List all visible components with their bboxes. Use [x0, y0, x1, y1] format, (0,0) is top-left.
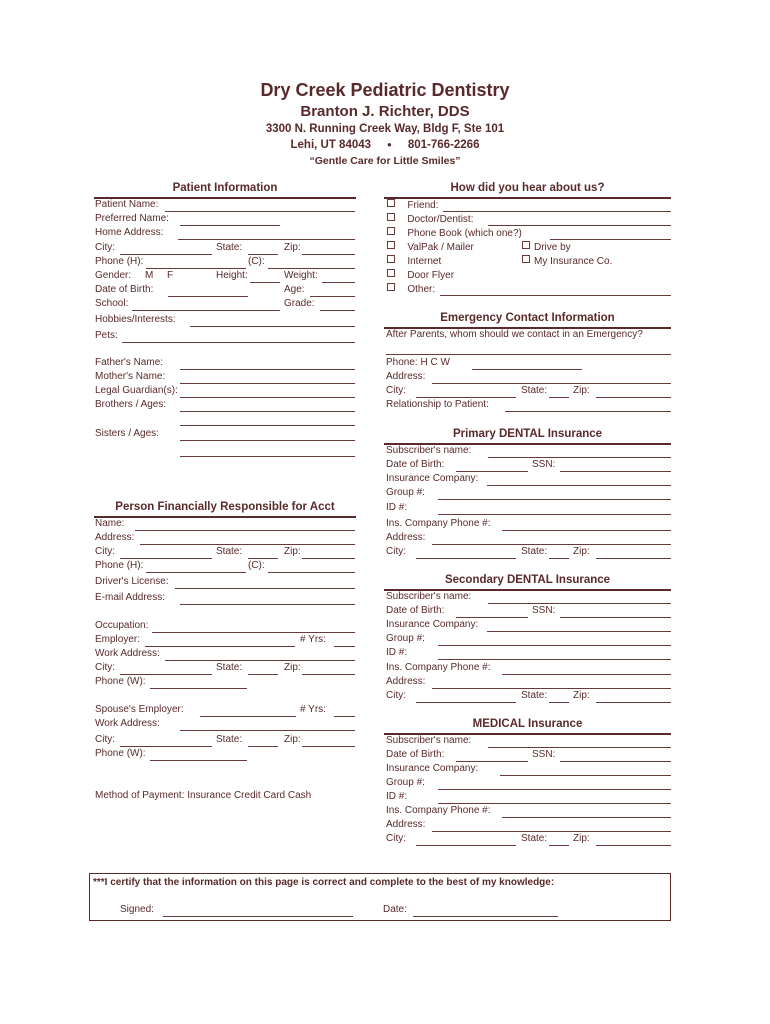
secondary-subscriber-field[interactable]	[488, 603, 671, 604]
patient-name-label: Patient Name:	[95, 199, 159, 210]
primary-company-phone-label: Ins. Company Phone #:	[386, 518, 491, 529]
work-phone-field[interactable]	[150, 688, 247, 689]
spouse-yrs-field[interactable]	[334, 716, 355, 717]
secondary-zip-label: Zip:	[573, 690, 590, 701]
weight-label: Weight:	[284, 270, 318, 281]
tagline: “Gentle Care for Little Smiles”	[309, 155, 461, 167]
fin-zip-label: Zip:	[284, 546, 301, 557]
home-address-label: Home Address:	[95, 227, 164, 238]
hobbies-label: Hobbies/Interests:	[95, 314, 176, 325]
secondary-address-field[interactable]	[432, 688, 671, 689]
phone-h-field[interactable]	[146, 268, 246, 269]
emergency-address-label: Address:	[386, 371, 426, 382]
phone-c-field[interactable]	[268, 268, 355, 269]
guardian-field[interactable]	[180, 397, 355, 398]
secondary-company-phone-field[interactable]	[502, 674, 671, 675]
work-zip-label: Zip:	[284, 662, 301, 673]
license-label: Driver's License:	[95, 576, 169, 587]
secondary-dob-label: Date of Birth:	[386, 605, 445, 616]
occupation-label: Occupation:	[95, 620, 149, 631]
medical-id-field[interactable]	[438, 803, 671, 804]
spouse-phone-label: Phone (W):	[95, 748, 146, 759]
primary-company-label: Insurance Company:	[386, 473, 479, 484]
primary-subscriber-field[interactable]	[488, 457, 671, 458]
work-zip-field[interactable]	[302, 674, 355, 675]
guardian-label: Legal Guardian(s):	[95, 385, 178, 396]
school-field[interactable]	[132, 310, 280, 311]
secondary-heading: Secondary DENTAL Insurance	[444, 574, 611, 586]
pets-field[interactable]	[122, 342, 355, 343]
checkbox-icon[interactable]	[387, 199, 395, 207]
pets-label: Pets:	[95, 330, 118, 341]
zip-field[interactable]	[302, 254, 355, 255]
email-field[interactable]	[180, 604, 355, 605]
spouse-state-field[interactable]	[248, 746, 278, 747]
checkbox-icon[interactable]	[522, 255, 530, 263]
brothers-label: Brothers / Ages:	[95, 399, 167, 410]
financial-rule	[94, 516, 356, 518]
dob-label: Date of Birth:	[95, 284, 154, 295]
emergency-state-label: State:	[521, 385, 548, 396]
secondary-dob-field[interactable]	[456, 617, 528, 618]
secondary-city-label: City:	[386, 690, 406, 701]
medical-subscriber-field[interactable]	[488, 747, 671, 748]
fin-city-label: City:	[95, 546, 115, 557]
emergency-zip-field[interactable]	[596, 397, 671, 398]
date-field[interactable]	[413, 916, 558, 917]
emergency-city-field[interactable]	[416, 397, 516, 398]
primary-address-field[interactable]	[432, 544, 671, 545]
weight-field[interactable]	[322, 282, 355, 283]
checkbox-icon[interactable]	[387, 269, 395, 277]
fin-address-field[interactable]	[140, 544, 355, 545]
hear-doctor-option[interactable]	[387, 213, 473, 225]
primary-dob-label: Date of Birth:	[386, 459, 445, 470]
preferred-name-label: Preferred Name:	[95, 213, 169, 224]
checkbox-icon[interactable]	[387, 255, 395, 263]
sisters-field-2[interactable]	[180, 456, 355, 457]
fin-name-field[interactable]	[135, 530, 355, 531]
work-city-label: City:	[95, 662, 115, 673]
hear-heading: How did you hear about us?	[450, 182, 605, 194]
signature-field[interactable]	[163, 916, 353, 917]
primary-company-phone-field[interactable]	[502, 530, 671, 531]
emergency-phone-label: Phone: H C W	[386, 357, 450, 368]
secondary-id-label: ID #:	[386, 647, 408, 658]
medical-id-label: ID #:	[386, 791, 408, 802]
primary-heading: Primary DENTAL Insurance	[452, 428, 603, 440]
city-label: City:	[95, 242, 115, 253]
secondary-state-label: State:	[521, 690, 548, 701]
certification-statement: ***I certify that the information on this page is correct and complete to the best of my knowledge:	[93, 877, 555, 888]
spouse-employer-field[interactable]	[200, 716, 296, 717]
secondary-ssn-label: SSN:	[532, 605, 556, 616]
work-address-field[interactable]	[165, 660, 355, 661]
medical-ssn-field[interactable]	[560, 761, 671, 762]
fin-phone-h-field[interactable]	[146, 572, 246, 573]
city-field[interactable]	[120, 254, 212, 255]
medical-company-label: Insurance Company:	[386, 763, 479, 774]
emergency-phone-field[interactable]	[472, 369, 582, 370]
emergency-state-field[interactable]	[549, 397, 569, 398]
medical-group-label: Group #:	[386, 777, 425, 788]
medical-address-field[interactable]	[432, 831, 671, 832]
secondary-group-label: Group #:	[386, 633, 425, 644]
gender-m-option[interactable]: M	[145, 270, 154, 281]
gender-label: Gender:	[95, 270, 132, 281]
preferred-name-field[interactable]	[180, 225, 280, 226]
checkbox-icon[interactable]	[387, 283, 395, 291]
grade-label: Grade:	[284, 298, 315, 309]
checkbox-icon[interactable]	[522, 241, 530, 249]
medical-dob-label: Date of Birth:	[386, 749, 445, 760]
state-field[interactable]	[248, 254, 278, 255]
hear-other-label: Other:	[407, 284, 436, 295]
fin-state-label: State:	[216, 546, 243, 557]
phone-c-label: (C):	[248, 256, 265, 267]
hear-valpak-label: ValPak / Mailer	[407, 242, 474, 253]
spouse-zip-field[interactable]	[302, 746, 355, 747]
spouse-work-address-field[interactable]	[180, 730, 355, 731]
height-label: Height:	[216, 270, 248, 281]
emergency-relationship-label: Relationship to Patient:	[386, 399, 489, 410]
height-field[interactable]	[250, 282, 280, 283]
secondary-group-field[interactable]	[438, 645, 671, 646]
spouse-zip-label: Zip:	[284, 734, 301, 745]
checkbox-icon[interactable]	[387, 241, 395, 249]
spouse-work-address-label: Work Address:	[95, 718, 160, 729]
medical-zip-label: Zip:	[573, 833, 590, 844]
hear-friend-option[interactable]	[387, 199, 438, 211]
hear-driveby-label: Drive by	[534, 242, 571, 253]
secondary-subscriber-label: Subscriber's name:	[386, 591, 472, 602]
emergency-question: After Parents, whom should we contact in an Emergency?	[386, 329, 643, 340]
medical-zip-field[interactable]	[596, 845, 671, 846]
hear-friend-field[interactable]	[443, 211, 671, 212]
emergency-city-label: City:	[386, 385, 406, 396]
fin-name-label: Name:	[95, 518, 125, 529]
practice-city: Lehi, UT 84043	[290, 139, 372, 151]
medical-state-field[interactable]	[549, 845, 569, 846]
gender-f-option[interactable]: F	[167, 270, 174, 281]
work-phone-label: Phone (W):	[95, 676, 146, 687]
medical-address-label: Address:	[386, 819, 426, 830]
medical-city-label: City:	[386, 833, 406, 844]
medical-ssn-label: SSN:	[532, 749, 556, 760]
brothers-field[interactable]	[180, 411, 355, 412]
secondary-address-label: Address:	[386, 676, 426, 687]
primary-city-field[interactable]	[416, 558, 516, 559]
primary-company-field[interactable]	[487, 485, 671, 486]
secondary-id-field[interactable]	[438, 659, 671, 660]
hear-internet-label: Internet	[407, 256, 442, 267]
patient-name-field[interactable]	[165, 211, 355, 212]
work-address-label: Work Address:	[95, 648, 160, 659]
medical-subscriber-label: Subscriber's name:	[386, 735, 472, 746]
father-label: Father's Name:	[95, 357, 164, 368]
emergency-relationship-field[interactable]	[505, 411, 671, 412]
spouse-yrs-label: # Yrs:	[300, 704, 326, 715]
bullet-separator: ●	[387, 140, 392, 149]
brothers-field-2[interactable]	[180, 425, 355, 426]
hear-doctor-label: Doctor/Dentist:	[407, 214, 474, 225]
primary-ssn-label: SSN:	[532, 459, 556, 470]
fin-phone-c-field[interactable]	[268, 572, 355, 573]
work-state-label: State:	[216, 662, 243, 673]
hear-friend-label: Friend:	[407, 200, 439, 211]
hear-internet-option[interactable]	[387, 255, 441, 267]
primary-ssn-field[interactable]	[560, 471, 671, 472]
hear-myins-label: My Insurance Co.	[534, 256, 613, 267]
fin-address-label: Address:	[95, 532, 135, 543]
sisters-field[interactable]	[180, 440, 355, 441]
state-label: State:	[216, 242, 243, 253]
primary-zip-label: Zip:	[573, 546, 590, 557]
dob-field[interactable]	[168, 296, 248, 297]
practice-name: Dry Creek Pediatric Dentistry	[260, 80, 510, 100]
primary-state-field[interactable]	[549, 558, 569, 559]
age-field[interactable]	[310, 296, 355, 297]
grade-field[interactable]	[320, 310, 355, 311]
primary-state-label: State:	[521, 546, 548, 557]
medical-company-phone-field[interactable]	[502, 817, 671, 818]
financial-heading: Person Financially Responsible for Acct	[115, 501, 335, 513]
spouse-city-field[interactable]	[120, 746, 212, 747]
mother-label: Mother's Name:	[95, 371, 166, 382]
secondary-state-field[interactable]	[549, 702, 569, 703]
date-label: Date:	[383, 904, 407, 915]
emergency-heading: Emergency Contact Information	[440, 312, 615, 324]
employer-label: Employer:	[95, 634, 141, 645]
hear-phonebook-label: Phone Book (which one?)	[407, 228, 522, 239]
medical-company-field[interactable]	[500, 775, 671, 776]
spouse-employer-label: Spouse's Employer:	[95, 704, 184, 715]
patient-info-heading: Patient Information	[172, 182, 278, 194]
signed-label: Signed:	[120, 904, 154, 915]
medical-city-field[interactable]	[416, 845, 516, 846]
secondary-company-label: Insurance Company:	[386, 619, 479, 630]
emergency-zip-label: Zip:	[573, 385, 590, 396]
primary-subscriber-label: Subscriber's name:	[386, 445, 472, 456]
hear-phonebook-field[interactable]	[550, 239, 671, 240]
doctor-name: Branton J. Richter, DDS	[300, 103, 470, 120]
primary-id-label: ID #:	[386, 502, 408, 513]
hear-flyer-label: Door Flyer	[407, 270, 455, 281]
work-city-field[interactable]	[120, 674, 212, 675]
zip-label: Zip:	[284, 242, 301, 253]
medical-state-label: State:	[521, 833, 548, 844]
work-state-field[interactable]	[248, 674, 278, 675]
mother-field[interactable]	[180, 383, 355, 384]
fin-state-field[interactable]	[248, 558, 278, 559]
primary-address-label: Address:	[386, 532, 426, 543]
spouse-city-label: City:	[95, 734, 115, 745]
license-field[interactable]	[175, 588, 355, 589]
primary-group-field[interactable]	[438, 499, 671, 500]
fin-city-field[interactable]	[120, 558, 212, 559]
primary-zip-field[interactable]	[596, 558, 671, 559]
fin-zip-field[interactable]	[302, 558, 355, 559]
hobbies-field[interactable]	[190, 326, 355, 327]
hear-myins-option[interactable]	[522, 255, 612, 267]
emergency-address-field[interactable]	[432, 383, 671, 384]
hear-doctor-field[interactable]	[488, 225, 671, 226]
practice-city-phone	[0, 139, 770, 151]
checkbox-icon[interactable]	[387, 213, 395, 221]
employer-yrs-field[interactable]	[334, 646, 355, 647]
medical-group-field[interactable]	[438, 789, 671, 790]
hear-other-field[interactable]	[440, 295, 671, 296]
school-label: School:	[95, 298, 129, 309]
secondary-company-phone-label: Ins. Company Phone #:	[386, 662, 491, 673]
sisters-label: Sisters / Ages:	[95, 428, 159, 439]
fin-phone-c-label: (C):	[248, 560, 265, 571]
fin-phone-h-label: Phone (H):	[95, 560, 144, 571]
employer-field[interactable]	[145, 646, 295, 647]
medical-company-phone-label: Ins. Company Phone #:	[386, 805, 491, 816]
payment-method[interactable]: Method of Payment: Insurance Credit Card Cash	[95, 790, 312, 801]
primary-group-label: Group #:	[386, 487, 425, 498]
emergency-name-field[interactable]	[386, 354, 671, 355]
primary-city-label: City:	[386, 546, 406, 557]
home-address-field[interactable]	[178, 239, 355, 240]
secondary-company-field[interactable]	[487, 631, 671, 632]
spouse-state-label: State:	[216, 734, 243, 745]
hear-phonebook-option[interactable]	[387, 227, 522, 239]
father-field[interactable]	[180, 369, 355, 370]
checkbox-icon[interactable]	[387, 227, 395, 235]
secondary-zip-field[interactable]	[596, 702, 671, 703]
age-label: Age:	[284, 284, 305, 295]
medical-dob-field[interactable]	[456, 761, 528, 762]
practice-address: 3300 N. Running Creek Way, Bldg F, Ste 101	[265, 123, 505, 135]
primary-id-field[interactable]	[438, 514, 671, 515]
phone-h-label: Phone (H):	[95, 256, 144, 267]
hear-driveby-option[interactable]	[522, 241, 571, 253]
hear-other-option[interactable]	[387, 283, 435, 295]
hear-flyer-option[interactable]	[387, 269, 454, 281]
employer-yrs-label: # Yrs:	[300, 634, 326, 645]
secondary-ssn-field[interactable]	[560, 617, 671, 618]
primary-dob-field[interactable]	[456, 471, 528, 472]
medical-heading: MEDICAL Insurance	[472, 718, 583, 730]
hear-valpak-option[interactable]	[387, 241, 474, 253]
spouse-phone-field[interactable]	[150, 760, 247, 761]
occupation-field[interactable]	[152, 632, 355, 633]
email-label: E-mail Address:	[95, 592, 166, 603]
practice-phone: 801-766-2266	[407, 139, 480, 151]
secondary-city-field[interactable]	[416, 702, 516, 703]
